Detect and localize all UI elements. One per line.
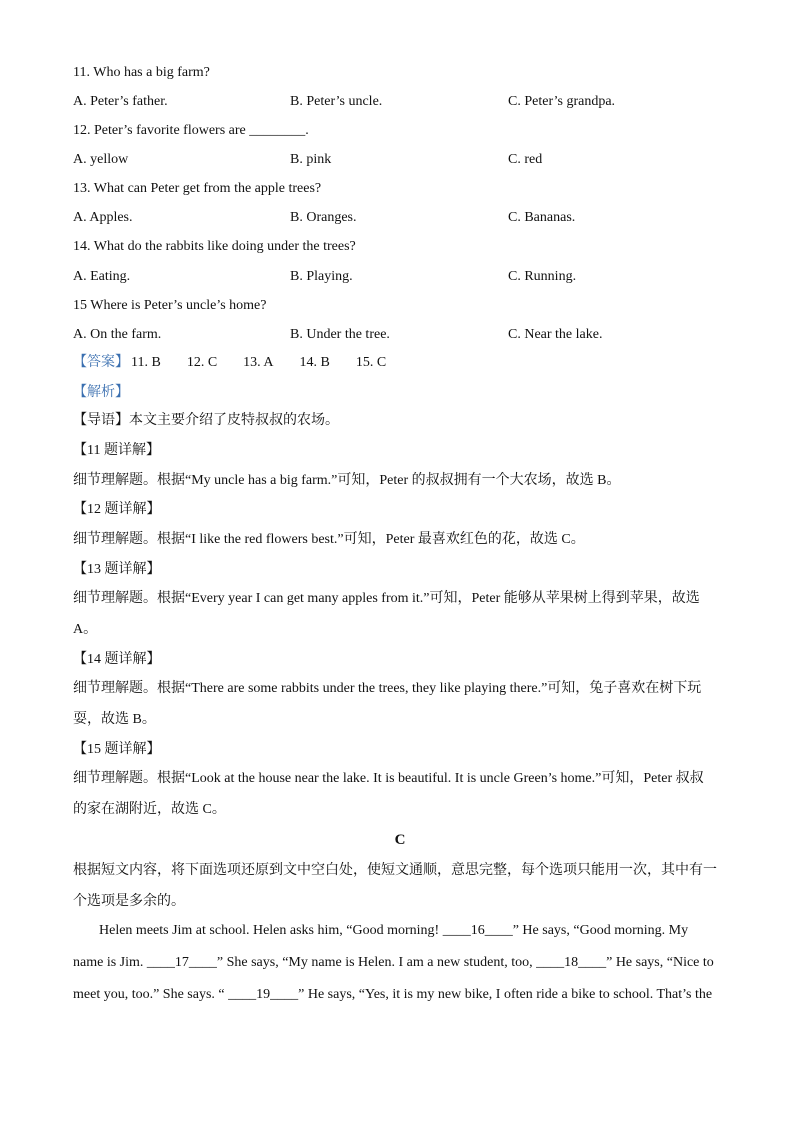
explanation-13-heading: 【13 题详解】 [73,562,161,577]
blank-18: ____18____ [536,955,607,970]
instructions-line-2: 个选项是多余的。 [73,894,185,909]
q15-option-c: C. Near the lake. [508,327,603,342]
explanation-11-heading: 【11 题详解】 [73,443,160,458]
q13-option-c: C. Bananas. [508,210,576,225]
question-13: 13. What can Peter get from the apple trees? [73,181,322,196]
answer-11: 11. B [131,355,161,370]
answer-12: 12. C [186,355,218,370]
question-15: 15 Where is Peter’s uncle’s home? [73,298,267,313]
q11-option-b: B. Peter’s uncle. [290,94,383,109]
question-14: 14. What do the rabbits like doing under the trees? [73,239,356,254]
blank-16: ____16____ [442,923,513,938]
answer-label: 【答案】 [73,355,129,370]
answer-13: 13. A [243,355,274,370]
explanation-15-text-1: 细节理解题。根据“Look at the house near the lake. It is beautiful. It is uncle Green’s home.”可知，Peter 叔叔 [73,771,704,786]
q11-option-a: A. Peter’s father. [73,94,168,109]
explanation-13-text-1: 细节理解题。根据“Every year I can get many apples from it.”可知，Peter 能够从苹果树上得到苹果，故选 [73,591,700,606]
q13-option-b: B. Oranges. [290,210,357,225]
explanation-15-heading: 【15 题详解】 [73,742,161,757]
blank-19: ____19____ [228,987,299,1002]
explanation-14-text-1: 细节理解题。根据“There are some rabbits under the trees, they like playing there.”可知，兔子喜欢在树下玩 [73,681,702,696]
guide-text: 【导语】本文主要介绍了皮特叔叔的农场。 [73,413,339,428]
instructions-line-1: 根据短文内容，将下面选项还原到文中空白处，使短文通顺，意思完整，每个选项只能用一次，其中有一 [73,863,717,878]
q12-option-a: A. yellow [73,152,129,167]
q15-option-b: B. Under the tree. [290,327,390,342]
explanation-14-heading: 【14 题详解】 [73,652,161,667]
question-11: 11. Who has a big farm? [73,65,210,80]
explanation-13-text-2: A。 [73,622,98,637]
q13-option-a: A. Apples. [73,210,133,225]
explanation-14-text-2: 耍，故选 B。 [73,712,156,727]
section-title: C [394,832,406,848]
q14-option-a: A. Eating. [73,269,131,284]
analysis-label: 【解析】 [73,385,129,400]
q14-option-c: C. Running. [508,269,577,284]
q11-option-c: C. Peter’s grandpa. [508,94,616,109]
question-12: 12. Peter’s favorite flowers are ________. [73,123,309,138]
explanation-12-heading: 【12 题详解】 [73,502,161,517]
explanation-15-text-2: 的家在湖附近，故选 C。 [73,802,226,817]
answer-line [73,354,412,372]
explanation-12-text: 细节理解题。根据“I like the red flowers best.”可知，Peter 最喜欢红色的花，故选 C。 [73,532,585,547]
passage-line-3: meet you, too.” She says. “ ____19____” He says, “Yes, it is my new bike, I often ride a bike to school. That’s the [73,987,713,1002]
blank-17: ____17____ [146,955,217,970]
passage-line-1: Helen meets Jim at school. Helen asks him, “Good morning! ____16____” He says, “Good morning. My [99,923,689,938]
answer-15: 15. C [355,355,387,370]
q15-option-a: A. On the farm. [73,327,162,342]
answer-14: 14. B [299,355,330,370]
q12-option-b: B. pink [290,152,332,167]
passage-line-2: name is Jim. ____17____” She says, “My name is Helen. I am a new student, too, ____18____” He says, “Nice to [73,955,714,970]
q14-option-b: B. Playing. [290,269,353,284]
explanation-11-text: 细节理解题。根据“My uncle has a big farm.”可知，Peter 的叔叔拥有一个大农场，故选 B。 [73,473,621,488]
q12-option-c: C. red [508,152,543,167]
